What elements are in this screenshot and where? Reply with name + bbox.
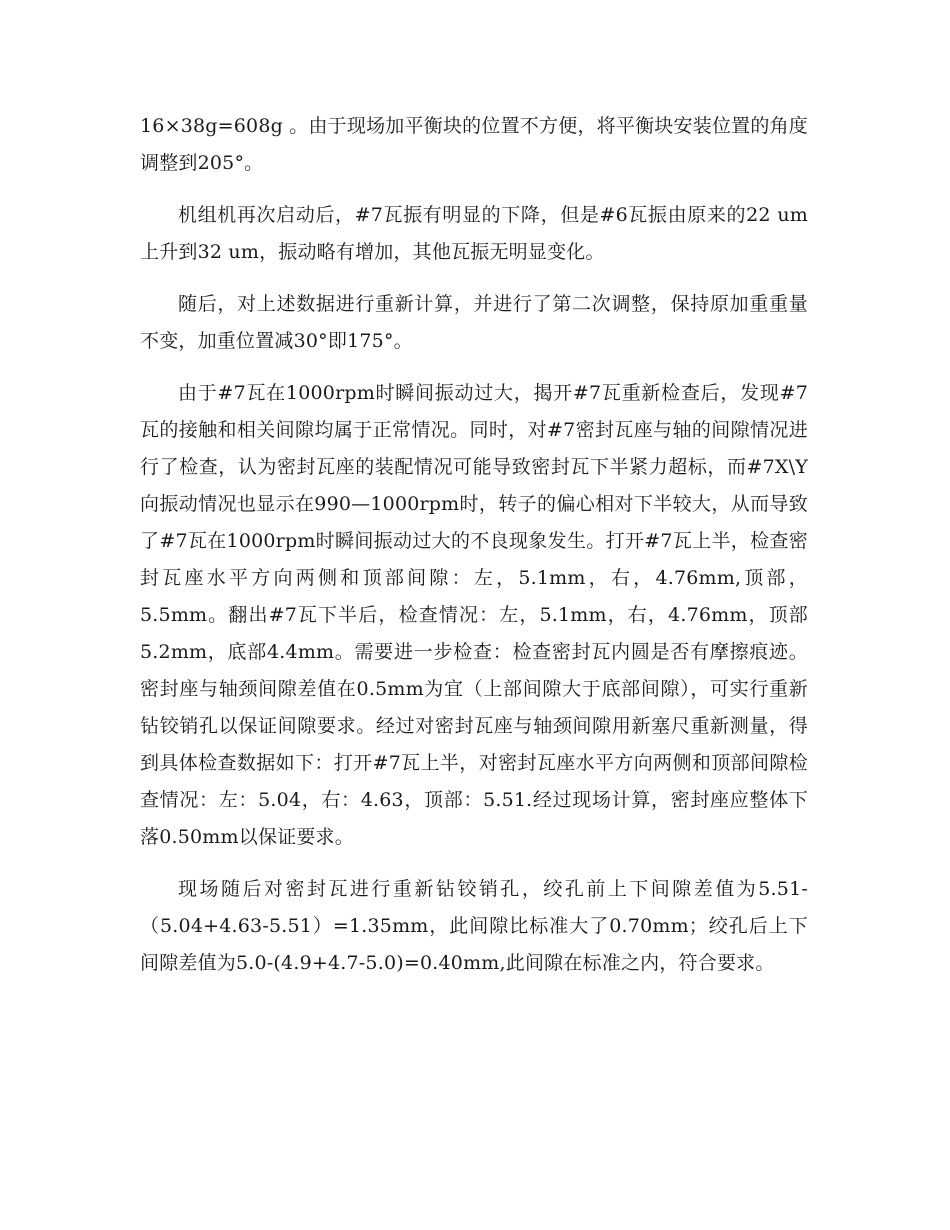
paragraph-second-adjustment: 随后，对上述数据进行重新计算，并进行了第二次调整，保持原加重重量不变，加重位置减30°即175°。 — [140, 293, 808, 352]
paragraph-counterweight-angle: 16×38g=608g 。由于现场加平衡块的位置不方便，将平衡块安装位置的角度调整到205°。 — [140, 115, 808, 174]
paragraph-seal-clearance-inspection: 由于#7瓦在1000rpm时瞬间振动过大，揭开#7瓦重新检查后，发现#7瓦的接触和相关间隙均属于正常情况。同时，对#7密封瓦座与轴的间隙情况进行了检查，认为密封瓦座的装配情况可能导致密封瓦下半紧力超标，而#7X\Y向振动情况也显示在990—1000rpm时，转子的偏心相对下半较大，从而导致了#7瓦在1000rpm时瞬间振动过大的不良现象发生。打开#7瓦上半，检查密封瓦座水平方向两侧和顶部间隙：左，5.1mm，右，4.76mm,顶部，5.5mm。翻出#7瓦下半后，检查情况：左，5.1mm，右，4.76mm，顶部5.2mm，底部4.4mm。需要进一步检查：检查密封瓦内圆是否有摩擦痕迹。密封座与轴颈间隙差值在0.5mm为宜（上部间隙大于底部间隙），可实行重新钻铰销孔以保证间隙要求。经过对密封瓦座与轴颈间隙用新塞尺重新测量，得到具体检查数据如下：打开#7瓦上半，对密封瓦座水平方向两侧和顶部间隙检查情况：左：5.04，右：4.63，顶部：5.51.经过现场计算，密封座应整体下落0.50mm以保证要求。 — [140, 382, 808, 848]
document-body — [140, 108, 808, 997]
paragraph-restart-vibration: 机组机再次启动后，#7瓦振有明显的下降，但是#6瓦振由原来的22 um上升到32 um，振动略有增加，其他瓦振无明显变化。 — [140, 204, 808, 263]
paragraph-reaming-result: 现场随后对密封瓦进行重新钻铰销孔，绞孔前上下间隙差值为5.51-（5.04+4.63-5.51）=1.35mm，此间隙比标准大了0.70mm；绞孔后上下间隙差值为5.0-(4.9+4.7-5.0)=0.40mm,此间隙在标准之内，符合要求。 — [140, 878, 808, 974]
